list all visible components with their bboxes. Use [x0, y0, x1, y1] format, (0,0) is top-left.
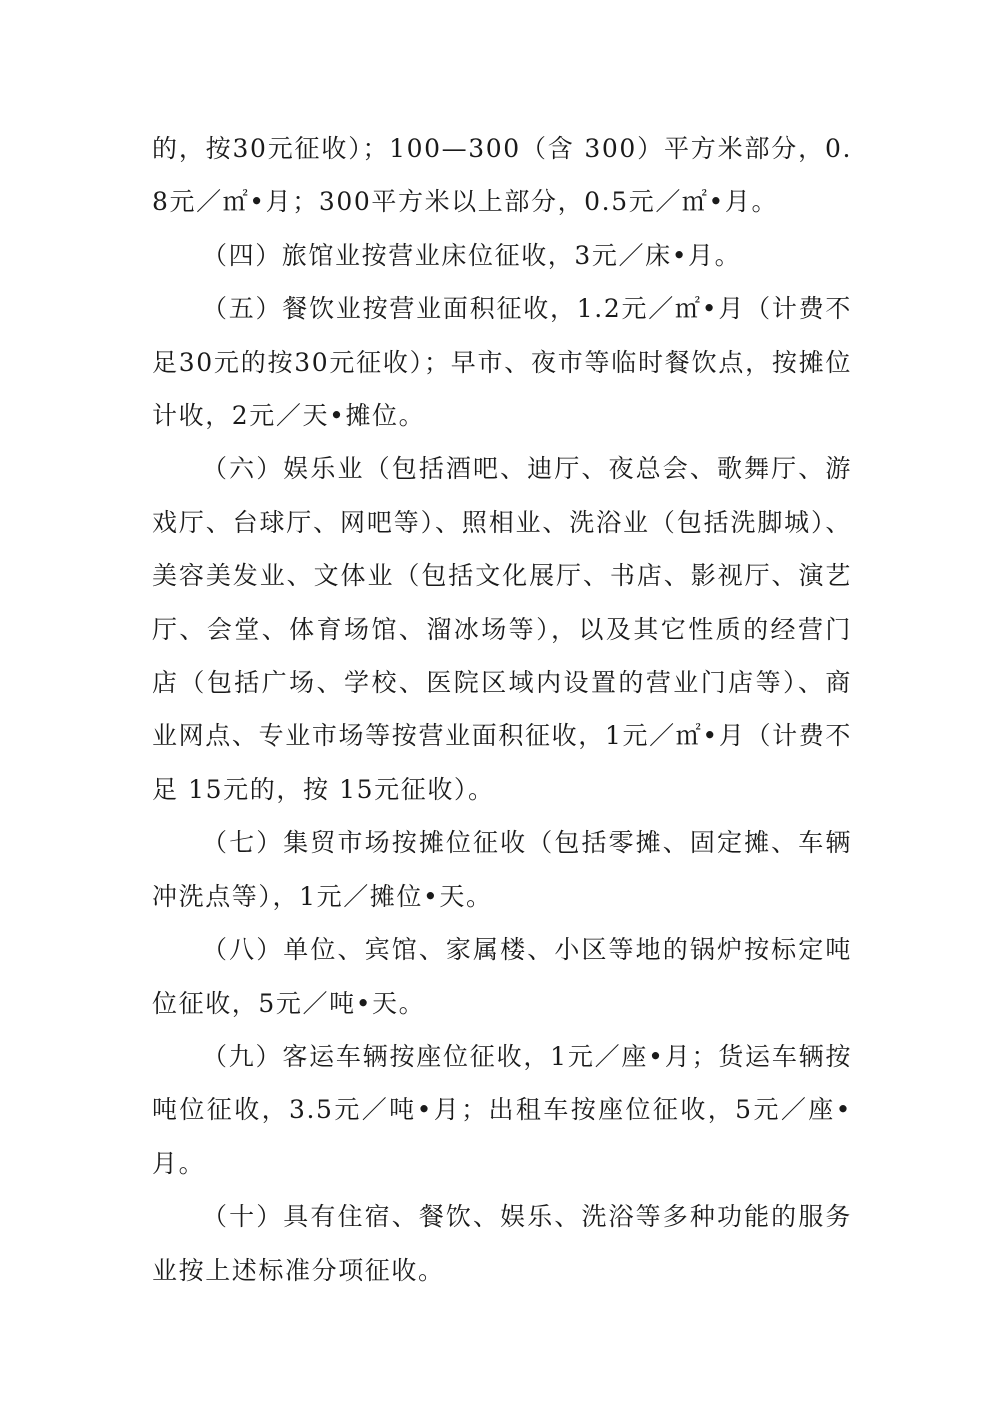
paragraph-item-8: （八）单位、宾馆、家属楼、小区等地的锅炉按标定吨位征收，5元／吨•天。 [152, 935, 852, 1018]
paragraph-item-9: （九）客运车辆按座位征收，1元／座•月；货运车辆按吨位征收，3.5元／吨•月；出租车按座位征收，5元／座•月。 [152, 1041, 852, 1178]
paragraph-item-6: （六）娱乐业（包括酒吧、迪厅、夜总会、歌舞厅、游戏厅、台球厅、网吧等）、照相业、洗浴业（包括洗脚城）、美容美发业、文体业（包括文化展厅、书店、影视厅、演艺厅、会堂、体育场馆、溜冰场等），以及其它性质的经营门店（包括广场、学校、医院区域内设置的营业门店等）、商业网点、专业市场等按营业面积征收，1元／㎡•月（计费不足 15元的，按 15元征收）。 [152, 454, 852, 804]
paragraph-item-5: （五）餐饮业按营业面积征收，1.2元／㎡•月（计费不足30元的按30元征收）；早市、夜市等临时餐饮点，按摊位计收，2元／天•摊位。 [152, 294, 852, 431]
paragraph-item-7: （七）集贸市场按摊位征收（包括零摊、固定摊、车辆冲洗点等），1元／摊位•天。 [152, 828, 852, 911]
paragraph-continued: 的，按30元征收）；100—300（含 300）平方米部分，0.8元／㎡•月；300平方米以上部分，0.5元／㎡•月。 [152, 134, 852, 217]
paragraph-item-10: （十）具有住宿、餐饮、娱乐、洗浴等多种功能的服务业按上述标准分项征收。 [152, 1202, 852, 1285]
document-body [152, 122, 852, 1297]
paragraph-item-4: （四）旅馆业按营业床位征收，3元／床•月。 [202, 240, 742, 270]
